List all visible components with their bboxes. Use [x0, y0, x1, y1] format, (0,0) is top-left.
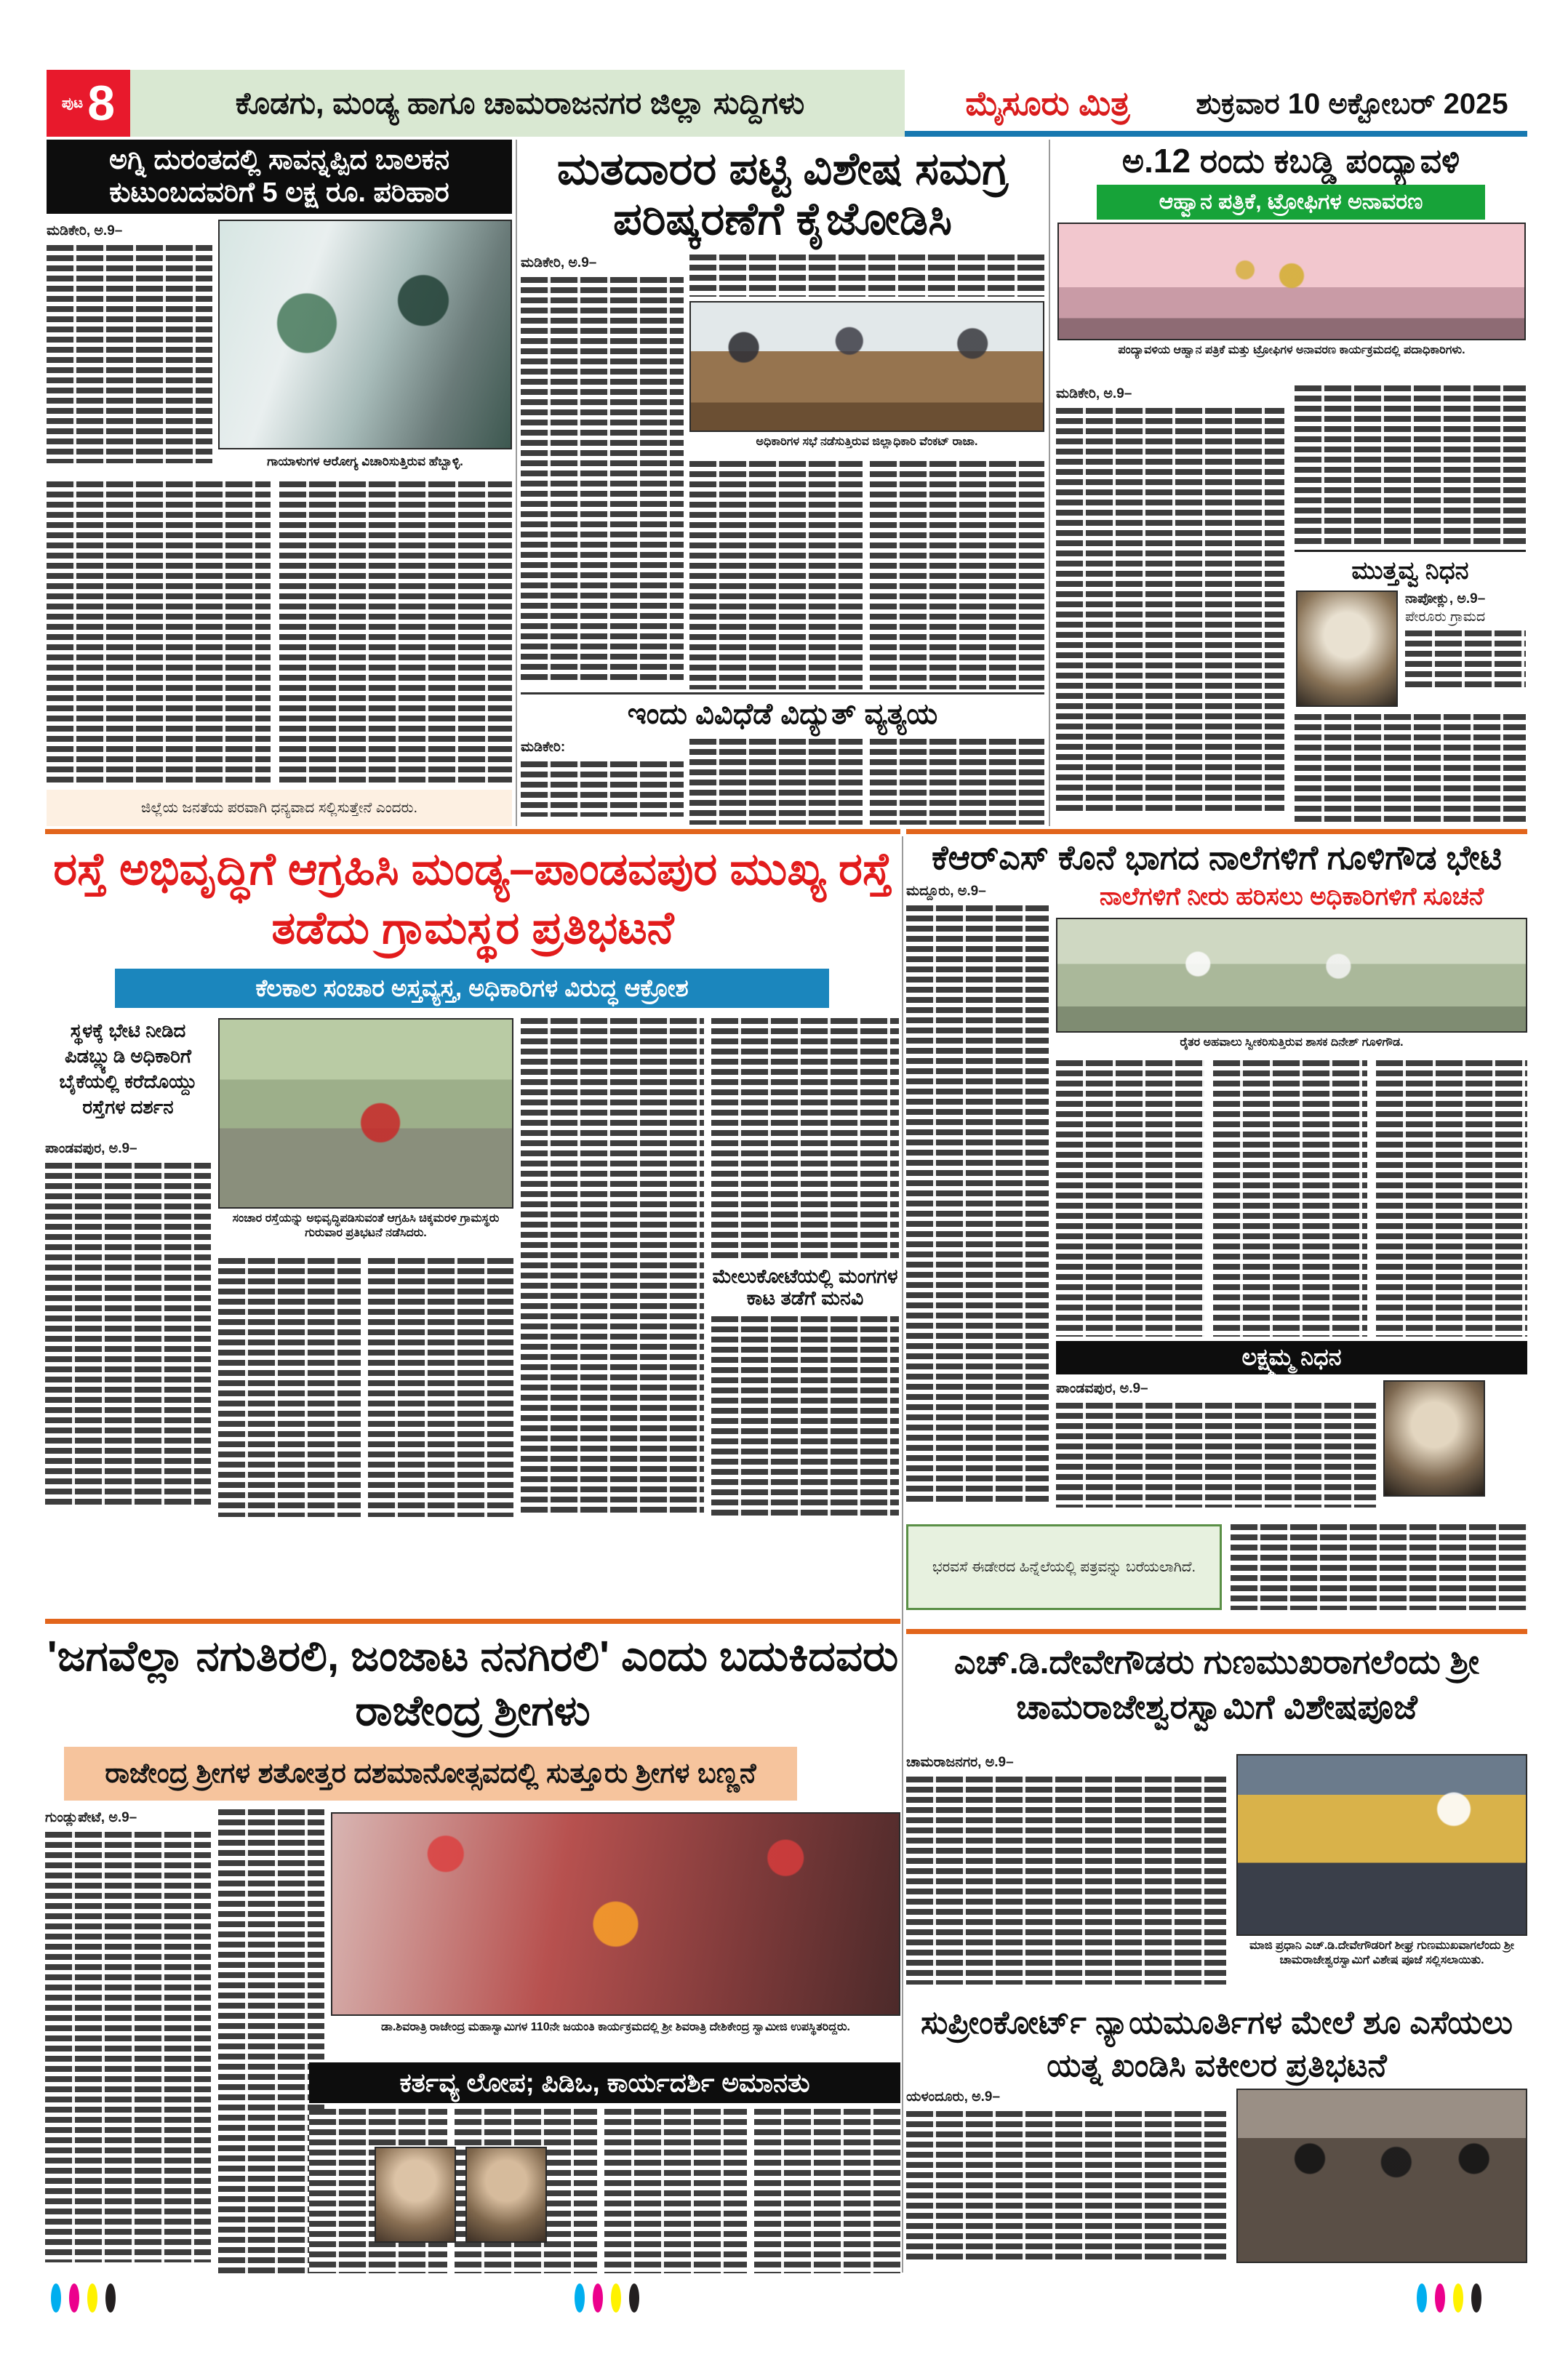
devegowda-dateline: ಚಾಮರಾಜನಗರ, ಅ.9– [906, 1755, 1014, 1770]
section-title: ಕೊಡಗು, ಮಂಡ್ಯ ಹಾಗೂ ಚಾಮರಾಜನಗರ ಜಿಲ್ಲಾ ಸುದ್ದಿಗಳು [235, 86, 805, 120]
kabaddi-strap: ಆಹ್ವಾನ ಪತ್ರಿಕೆ, ಟ್ರೋಫಿಗಳ ಅನಾವರಣ [1097, 185, 1485, 220]
column-divider [1049, 140, 1050, 826]
pdo-body-text [754, 2109, 900, 2273]
section-rule [906, 1629, 1527, 1634]
lawyers-dateline: ಯಳಂದೂರು, ಅ.9– [906, 2089, 1001, 2105]
magenta-mark [1435, 2283, 1445, 2313]
kabaddi-caption: ಪಂದ್ಯಾವಳಿಯ ಆಹ್ವಾನ ಪತ್ರಿಕೆ ಮತ್ತು ಟ್ರೋಫಿಗಳ ಅನಾವರಣ ಕಾರ್ಯಕ್ರಮದಲ್ಲಿ ಪದಾಧಿಕಾರಿಗಳು. [1118, 344, 1465, 356]
voters-body-text [689, 255, 1044, 297]
krs-body-text [1376, 1060, 1527, 1337]
power-body-text [689, 739, 863, 825]
protest-body-text [711, 1018, 899, 1258]
kabaddi-body-text [1056, 408, 1284, 815]
protest-headline: ರಸ್ತೆ ಅಭಿವೃದ್ಧಿಗೆ ಆಗ್ರಹಿಸಿ ಮಂಡ್ಯ–ಪಾಂಡವಪುರ ಮುಖ್ಯ ರಸ್ತೆ ತಡೆದು ಗ್ರಾಮಸ್ಥರ ಪ್ರತಿಭಟನೆ [53, 844, 892, 953]
pdo-body-text [604, 2109, 747, 2273]
lakshmamma-body-text [1056, 1403, 1376, 1508]
page-number: 8 [87, 76, 116, 131]
black-mark [629, 2283, 639, 2313]
lakshmamma-lead-column [1056, 1380, 1376, 1517]
temple-special-pooja-photo [1236, 1754, 1527, 1936]
trophy-unveiling-photo [1057, 223, 1526, 340]
cyan-mark [575, 2283, 585, 2313]
lakshmamma-headline: ಲಕ್ಷ್ಮಮ್ಮ ನಿಧನ [1056, 1341, 1527, 1374]
protest-kicker: ಸ್ಥಳಕ್ಕೆ ಭೇಟಿ ನೀಡಿದ ಪಿಡಬ್ಲ್ಯುಡಿ ಅಧಿಕಾರಿಗೆ ಬೈಕೆಯಲ್ಲಿ ಕರೆದೊಯ್ದು ರಸ್ತೆಗಳ ದರ್ಶನ [59, 1020, 197, 1118]
section-rule [906, 829, 1527, 834]
protest-dateline: ಪಾಂಡವಪುರ, ಅ.9– [45, 1141, 137, 1156]
lawyers-body-text [906, 2111, 1226, 2264]
devegowda-caption: ಮಾಜಿ ಪ್ರಧಾನಿ ಎಚ್.ಡಿ.ದೇವೇಗೌಡರಿಗೆ ಶೀಘ್ರ ಗುಣಮುಖವಾಗಲೆಂದು ಶ್ರೀ ಚಾಮರಾಜೇಶ್ವರಸ್ವಾಮಿಗೆ ವಿಶೇಷ ಪೂಜೆ ಸಲ್ಲಿಸಲಾಯಿತು. [1249, 1939, 1514, 1966]
villagers-road-block-protest-photo [218, 1018, 513, 1209]
header-rule [905, 131, 1527, 137]
rajendra-caption: ಡಾ.ಶಿವರಾತ್ರಿ ರಾಜೇಂದ್ರ ಮಹಾಸ್ವಾಮಿಗಳ 110ನೇ ಜಯಂತಿ ಕಾರ್ಯಕ್ರಮದಲ್ಲಿ ಶ್ರೀ ಶಿವರಾತ್ರಿ ದೇಶಿಕೇಂದ್ರ ಸ್ವಾಮೀಜಿ ಉಪಸ್ಥಿತರಿದ್ದರು. [381, 2021, 850, 2033]
elderly-woman-portrait-photo [1383, 1380, 1485, 1497]
protest-strap: ಕೆಲಕಾಲ ಸಂಚಾರ ಅಸ್ತವ್ಯಸ್ತ, ಅಧಿಕಾರಿಗಳ ವಿರುದ್ಧ ಆಕ್ರೋಶ [115, 969, 829, 1008]
fire-body-text [47, 481, 271, 784]
protest-caption: ಸಂಚಾರ ರಸ್ತೆಯನ್ನು ಅಭಿವೃದ್ಧಿಪಡಿಸುವಂತೆ ಆಗ್ರಹಿಸಿ ಚಿಕ್ಕಮರಳಿ ಗ್ರಾಮಸ್ಥರು ಗುರುವಾರ ಪ್ರತಿಭಟನೆ ನಡೆಸಿದರು. [232, 1212, 500, 1239]
magenta-mark [69, 2283, 79, 2313]
muthavva-dateline: ನಾಪೋಕ್ಲು, ಅ.9– [1405, 591, 1486, 606]
rajendra-lead-column [45, 1809, 211, 2273]
melukote-headline: ಮೇಲುಕೋಟೆಯಲ್ಲಿ ಮಂಗಗಳ ಕಾಟ ತಡೆಗೆ ಮನವಿ [712, 1265, 898, 1310]
rajendra-dateline: ಗುಂಡ್ಲುಪೇಟೆ, ಅ.9– [45, 1810, 137, 1825]
yellow-mark [1453, 2283, 1463, 2313]
section-rule [45, 829, 900, 834]
devegowda-body-text [906, 1777, 1226, 1985]
masthead: ಮೈಸೂರು ಮಿತ್ರ [965, 84, 1130, 122]
rajendra-headline: 'ಜಗವೆಲ್ಲಾ ನಗುತಿರಲಿ, ಜಂಜಾಟ ನನಗಿರಲಿ' ಎಂದು ಬದುಕಿದವರು ರಾಜೇಂದ್ರ ಶ್ರೀಗಳು [47, 1633, 899, 1735]
muthavva-body-text [1405, 630, 1526, 692]
black-mark [1471, 2283, 1481, 2313]
fire-body-text [279, 481, 512, 784]
krs-headline: ಕೆಆರ್‌ಎಸ್ ಕೊನೆ ಭಾಗದ ನಾಲೆಗಳಿಗೆ ಗೂಳಿಗೌಡ ಭೇಟಿ [932, 838, 1502, 876]
voters-dateline: ಮಡಿಕೇರಿ, ಅ.9– [521, 255, 597, 271]
rajendra-strap: ರಾಜೇಂದ್ರ ಶ್ರೀಗಳ ಶತೋತ್ತರ ದಶಮಾನೋತ್ಸವದಲ್ಲಿ ಸುತ್ತೂರು ಶ್ರೀಗಳ ಬಣ್ಣನೆ [64, 1747, 797, 1801]
mla-field-visit-photo [1056, 918, 1527, 1033]
protest-lead-column [45, 1140, 211, 1517]
muthavva-body-text [1295, 714, 1526, 825]
krs-note-box: ಭರವಸೆ ಈಡೇರದ ಹಿನ್ನೆಲೆಯಲ್ಲಿ ಪತ್ರವನ್ನು ಬರೆಯಲಾಗಿದೆ. [906, 1524, 1222, 1610]
kabaddi-headline: ಅ.12 ರಂದು ಕಬಡ್ಡಿ ಪಂದ್ಯಾವಳಿ [1121, 142, 1460, 180]
official-portrait-photo [465, 2147, 547, 2243]
kabaddi-dateline: ಮಡಿಕೇರಿ, ಅ.9– [1056, 386, 1132, 401]
magenta-mark [593, 2283, 603, 2313]
melukote-body-text [711, 1316, 899, 1517]
voters-body-text [521, 277, 684, 681]
district-officers-meeting-photo [689, 301, 1044, 432]
rajendra-body-text [45, 1832, 211, 2262]
voters-body-text [870, 461, 1044, 689]
cyan-mark [1417, 2283, 1427, 2313]
pdo-headline: ಕರ್ತವ್ಯ ಲೋಪ; ಪಿಡಿಒ, ಕಾರ್ಯದರ್ಶಿ ಅಮಾನತು [309, 2062, 900, 2103]
elderly-woman-portrait-photo [1296, 590, 1398, 707]
fire-lead-column [47, 223, 212, 473]
advocates-protest-photo [1236, 2089, 1527, 2263]
lawyers-lead-column [906, 2089, 1226, 2273]
power-lead-column [521, 739, 684, 825]
voters-body-text [689, 461, 863, 689]
kabaddi-lead-column [1056, 385, 1284, 825]
voters-caption: ಅಧಿಕಾರಿಗಳ ಸಭೆ ನಡೆಸುತ್ತಿರುವ ಜಿಲ್ಲಾಧಿಕಾರಿ ವೆಂಕಟ್ ರಾಜಾ. [756, 436, 978, 448]
official-portrait-photo [375, 2147, 456, 2243]
jayanti-stage-event-photo [331, 1812, 900, 2016]
muthavva-headline: ಮುತ್ತವ್ವ ನಿಧನ [1295, 550, 1526, 583]
fire-closing-box: ಜಿಲ್ಲೆಯ ಜನತೆಯ ಪರವಾಗಿ ಧನ್ಯವಾದ ಸಲ್ಲಿಸುತ್ತೇನೆ ಎಂದರು. [47, 790, 512, 826]
power-body-text [870, 739, 1044, 825]
fire-body-text [47, 245, 212, 463]
devegowda-headline: ಎಚ್.ಡಿ.ದೇವೇಗೌಡರು ಗುಣಮುಖರಾಗಲೆಂದು ಶ್ರೀ ಚಾಮರಾಜೇಶ್ವರಸ್ವಾಮಿಗೆ ವಿಶೇಷಪೂಜೆ [954, 1643, 1479, 1726]
print-registration-marks [51, 2283, 124, 2316]
fire-dateline: ಮಡಿಕೇರಿ, ಅ.9– [47, 223, 123, 239]
krs-body-text [906, 905, 1049, 1506]
power-body-text [521, 761, 684, 817]
protest-body-text [218, 1258, 361, 1517]
muthavva-lead-column [1405, 590, 1526, 707]
krs-caption: ರೈತರ ಅಹವಾಲು ಸ್ವೀಕರಿಸುತ್ತಿರುವ ಶಾಸಕ ದಿನೇಶ್ ಗೂಳಿಗೌಡ. [1180, 1036, 1404, 1049]
fire-headline: ಅಗ್ನಿ ದುರಂತದಲ್ಲಿ ಸಾವನ್ನಪ್ಪಿದ ಬಾಲಕನ ಕುಟುಂಬದವರಿಗೆ 5 ಲಕ್ಷ ರೂ. ಪರಿಹಾರ [47, 140, 512, 214]
page-number-label: ಪುಟ [61, 95, 84, 111]
cyan-mark [51, 2283, 61, 2313]
lakshmamma-body-text [1231, 1524, 1527, 1610]
power-dateline: ಮಡಿಕೇರಿ: [521, 740, 566, 755]
krs-dateline: ಮದ್ದೂರು, ಅ.9– [906, 884, 986, 899]
column-divider [516, 140, 517, 826]
protest-body-text [45, 1163, 211, 1508]
krs-body-text [1056, 1060, 1204, 1337]
muthavva-lead: ಪೇರೂರು ಗ್ರಾಮದ [1405, 609, 1486, 625]
power-headline: ಇಂದು ವಿವಿಧೆಡೆ ವಿದ್ಯುತ್ ವ್ಯತ್ಯಯ [627, 698, 938, 730]
devegowda-lead-column [906, 1754, 1226, 1994]
page-number-box [47, 70, 130, 137]
center-page-divider [902, 836, 903, 2273]
voters-headline: ಮತದಾರರ ಪಟ್ಟಿ ವಿಶೇಷ ಸಮಗ್ರ ಪರಿಷ್ಕರಣೆಗೆ ಕೈಜೋಡಿಸಿ [556, 144, 1009, 245]
protest-body-text [521, 1018, 704, 1517]
krs-body-text [1213, 1060, 1367, 1337]
krs-lead-column [906, 883, 1049, 1517]
hospital-ward-visit-photo [218, 220, 512, 449]
fire-caption: ಗಾಯಾಳುಗಳ ಆರೋಗ್ಯ ವಿಚಾರಿಸುತ್ತಿರುವ ಹೆಬ್ಬಾಳ್ಳಿ. [267, 455, 463, 468]
kabaddi-body-text [1295, 385, 1526, 544]
power-top-rule [521, 692, 1044, 694]
edition-date: ಶುಕ್ರವಾರ 10 ಅಕ್ಟೋಬರ್ 2025 [1196, 88, 1508, 120]
lawyers-headline: ಸುಪ್ರೀಂಕೋರ್ಟ್ ನ್ಯಾಯಮೂರ್ತಿಗಳ ಮೇಲೆ ಶೂ ಎಸೆಯಲು ಯತ್ನ ಖಂಡಿಸಿ ವಕೀಲರ ಪ್ರತಿಭಟನೆ [921, 2005, 1513, 2084]
yellow-mark [611, 2283, 621, 2313]
print-registration-marks [1417, 2283, 1489, 2316]
yellow-mark [87, 2283, 97, 2313]
lakshmamma-dateline: ಪಾಂಡವಪುರ, ಅ.9– [1056, 1381, 1148, 1396]
black-mark [105, 2283, 116, 2313]
protest-body-text [368, 1258, 513, 1517]
voters-lead-column [521, 255, 684, 689]
krs-strap: ನಾಲೆಗಳಿಗೆ ನೀರು ಹರಿಸಲು ಅಧಿಕಾರಿಗಳಿಗೆ ಸೂಚನೆ [1099, 883, 1484, 910]
section-rule [45, 1619, 900, 1624]
print-registration-marks [575, 2283, 647, 2316]
